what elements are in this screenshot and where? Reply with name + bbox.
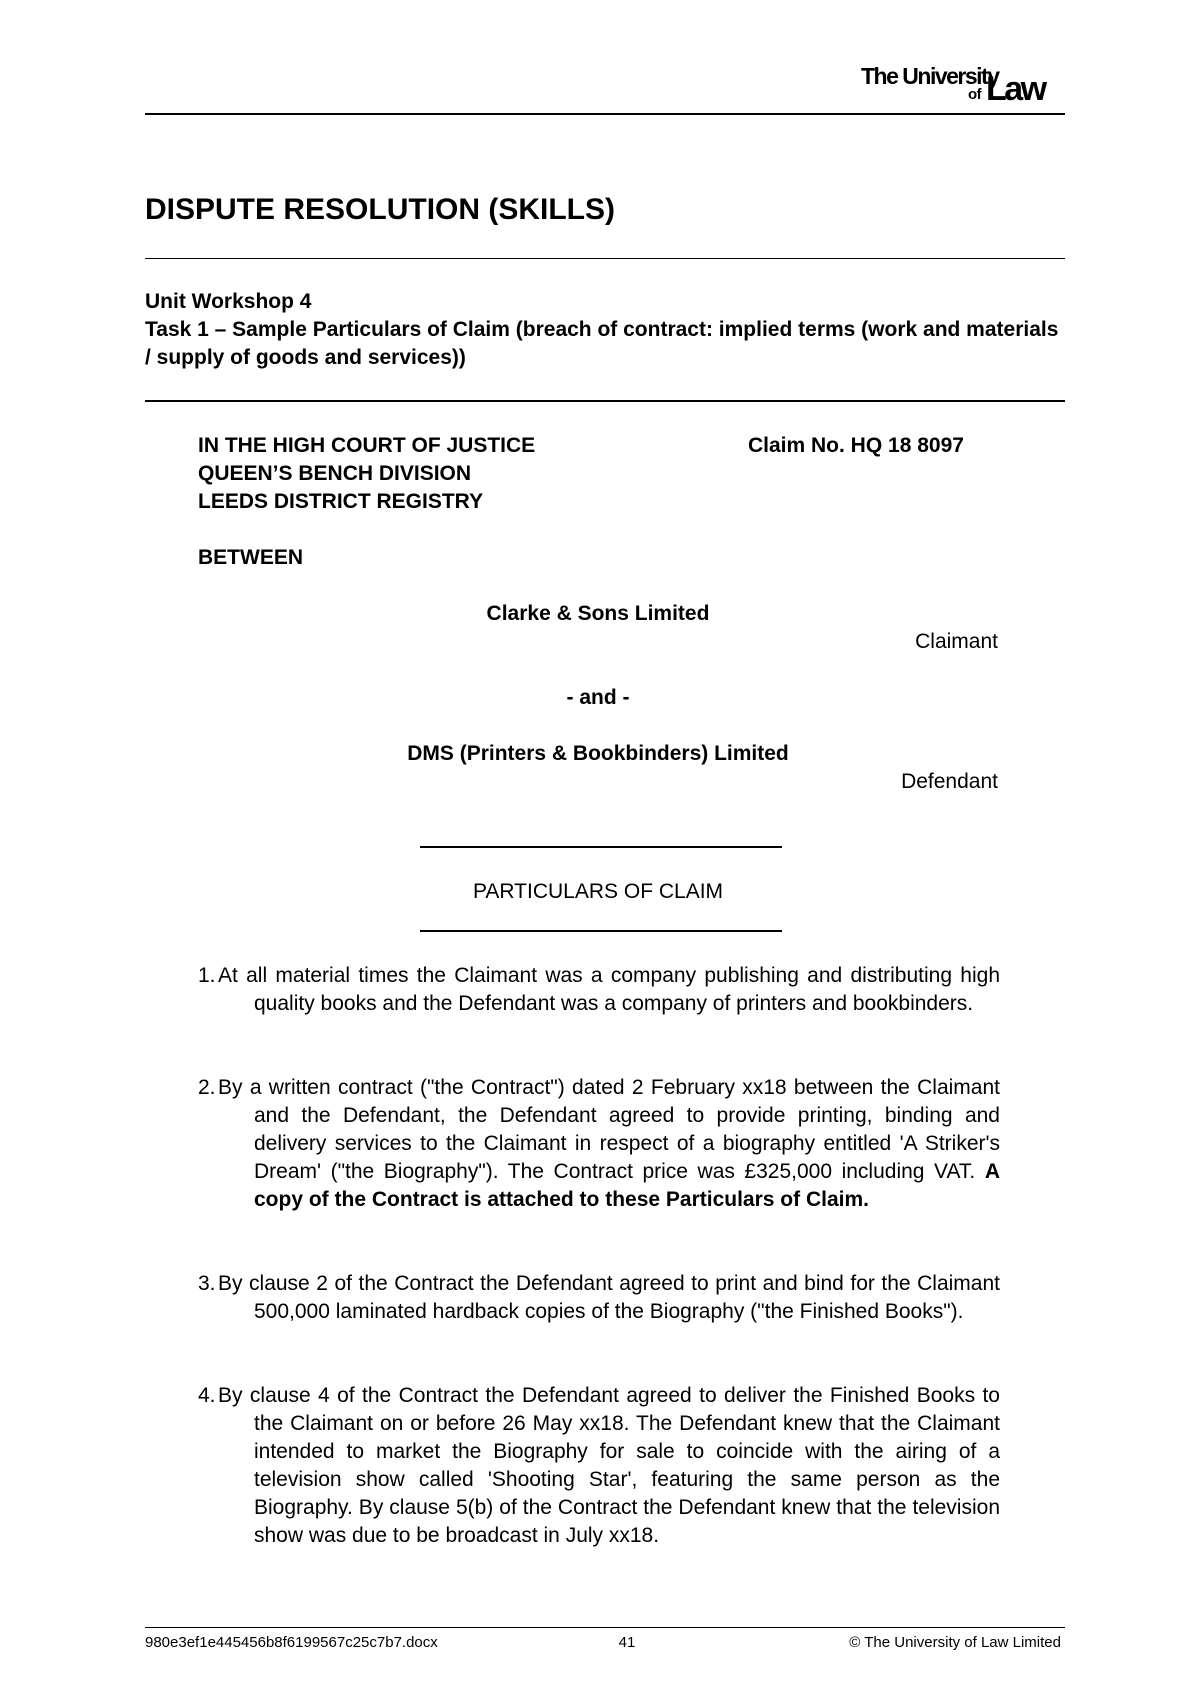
footer-filename: 980e3ef1e445456b8f6199567c25c7b7.docx: [145, 1634, 438, 1651]
footer-copyright: © The University of Law Limited: [849, 1634, 1061, 1651]
unit-workshop-label: Unit Workshop 4: [145, 290, 312, 313]
subtitle: [145, 288, 1065, 372]
paragraph-bold-text: A copy of the Contract is attached to these Particulars of Claim.: [254, 1160, 1000, 1211]
claim-number: Claim No. HQ 18 8097: [748, 434, 964, 457]
title-bottom-dash: [420, 930, 782, 932]
court-line-1: IN THE HIGH COURT OF JUSTICE: [198, 434, 536, 457]
logo-of-text: of: [968, 86, 982, 103]
between-label: BETWEEN: [198, 546, 303, 569]
and-separator: - and -: [566, 686, 630, 709]
court-line-2: QUEEN’S BENCH DIVISION: [198, 462, 472, 485]
title-top-dash: [420, 846, 782, 848]
paragraph-text: By clause 2 of the Contract the Defendant agreed to print and bind for the Claimant 500,000 laminated hardback copies of the Biography ("the Finished Books").: [218, 1272, 1000, 1323]
court-heading: [198, 432, 535, 516]
claimant-name: Clarke & Sons Limited: [486, 602, 710, 625]
court-line-3: LEEDS DISTRICT REGISTRY: [198, 490, 484, 513]
paragraph-text: By a written contract ("the Contract") dated 2 February xx18 between the Claimant and the Defendant, the Defendant agreed to provide printing, binding and delivery services to the Claimant in respect of a biography entitled 'A Striker's Dream' ("the Biography"). The Contract price was £325,000 including VAT. A copy of the Contract is attached to these Particulars of Claim.: [218, 1076, 1000, 1211]
claimant-role: Claimant: [915, 630, 998, 653]
footer-rule: [145, 1627, 1065, 1628]
defendant-role: Defendant: [901, 770, 998, 793]
particulars-title: PARTICULARS OF CLAIM: [472, 880, 724, 903]
paragraph-4: [198, 1382, 1000, 1550]
defendant-name: DMS (Printers & Bookbinders) Limited: [407, 742, 789, 765]
paragraph-text: At all material times the Claimant was a company publishing and distributing high quality books and the Defendant was a company of printers and bookbinders.: [218, 964, 1000, 1015]
page-number: 41: [618, 1634, 636, 1651]
paragraph-1: [198, 962, 1000, 1018]
paragraph-number: 2.: [198, 1076, 216, 1099]
paragraph-number: 3.: [198, 1272, 216, 1295]
page-title: DISPUTE RESOLUTION (SKILLS): [145, 193, 616, 226]
paragraph-number: 1.: [198, 964, 216, 987]
paragraph-3: [198, 1270, 1000, 1326]
header-rule: [145, 113, 1065, 115]
task-label: Task 1 – Sample Particulars of Claim (breach of contract: implied terms (work and materials / supply of goods and services)): [145, 318, 1059, 369]
logo-law-text: Law: [986, 70, 1045, 108]
logo-text: The University: [861, 63, 999, 89]
paragraph-text: By clause 4 of the Contract the Defendant agreed to deliver the Finished Books to the Claimant on or before 26 May xx18. The Defendant knew that the Claimant intended to market the Biography for sale to coincide with the airing of a television show called 'Shooting Star', featuring the same person as the Biography. By clause 5(b) of the Contract the Defendant knew that the television show was due to be broadcast in July xx18.: [218, 1384, 1000, 1547]
title-rule: [145, 258, 1065, 259]
paragraph-number: 4.: [198, 1384, 216, 1407]
paragraph-2: [198, 1074, 1000, 1214]
section-rule: [145, 400, 1065, 402]
